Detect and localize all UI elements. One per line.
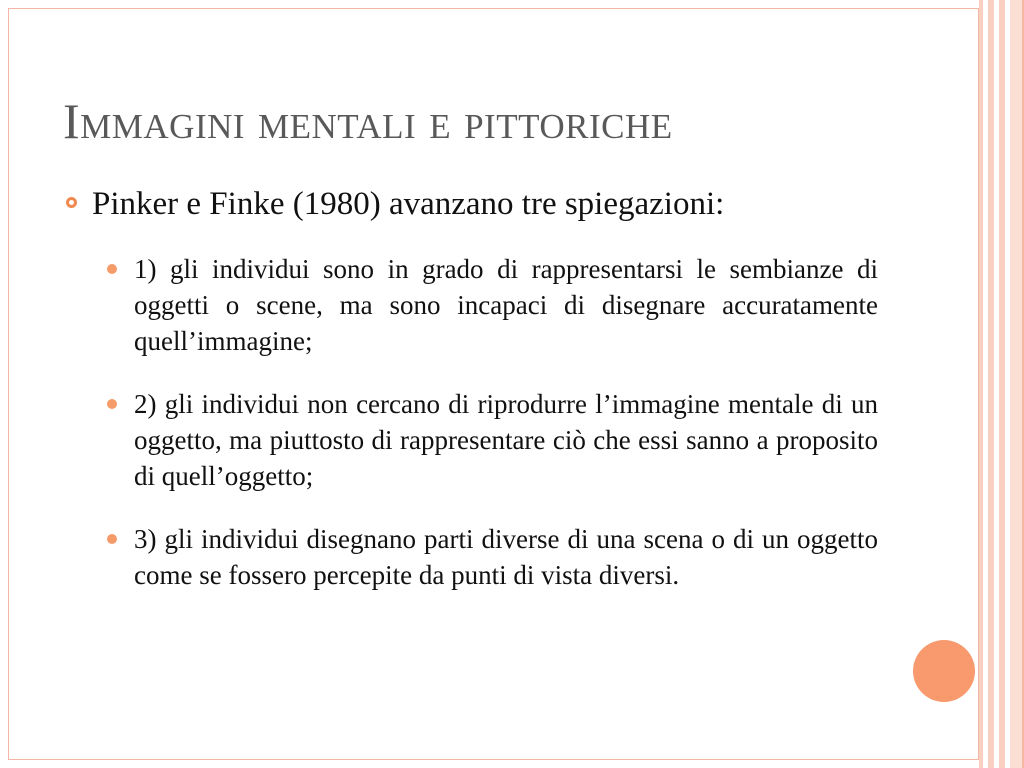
main-point-text: Pinker e Finke (1980) avanzano tre spiegazioni: — [92, 186, 725, 222]
decorative-stripes — [979, 0, 1024, 768]
sub-bullet-point-3 — [134, 521, 878, 593]
slide-content — [92, 185, 878, 607]
decorative-circle — [913, 640, 975, 702]
sub-point-text: 1) gli individui sono in grado di rappresentarsi le sembianze di oggetti o scene, ma sono incapaci di disegnare accuratamente quell’immagine; — [134, 254, 878, 356]
main-bullet-point — [92, 185, 878, 224]
stripe-1 — [979, 0, 983, 768]
slide-title: Immagini mentali e pittoriche — [63, 93, 673, 149]
dot-bullet-icon — [107, 534, 117, 544]
ring-bullet-icon — [66, 197, 77, 208]
stripe-2 — [988, 0, 994, 768]
stripe-4 — [1010, 0, 1024, 768]
sub-bullet-point-2 — [134, 386, 878, 494]
sub-point-text: 2) gli individui non cercano di riprodurre l’immagine mentale di un oggetto, ma piuttosto di rappresentare ciò che essi sanno a proposito di quell’oggetto; — [134, 389, 878, 491]
sub-point-text: 3) gli individui disegnano parti diverse di una scena o di un oggetto come se fossero percepite da punti di vista diversi. — [134, 524, 878, 590]
sub-bullet-point-1 — [134, 251, 878, 359]
dot-bullet-icon — [107, 399, 117, 409]
dot-bullet-icon — [107, 264, 117, 274]
stripe-3 — [999, 0, 1005, 768]
